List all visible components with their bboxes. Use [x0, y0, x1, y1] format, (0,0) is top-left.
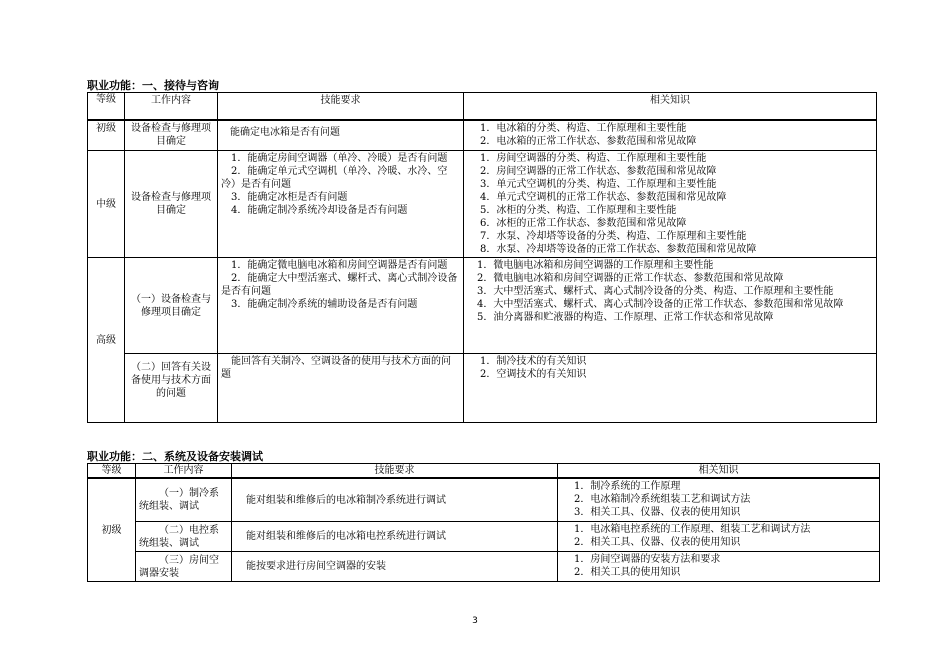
header-skill: 技能要求 [218, 93, 464, 121]
skill-item: 1．能确定房间空调器（单冷、冷暖）是否有问题 [231, 153, 448, 164]
level-cell: 初级 [88, 478, 136, 582]
skill-text: 能确定电冰箱是否有问题 [230, 127, 340, 138]
section2-table [87, 463, 880, 582]
header-level: 等级 [88, 93, 125, 121]
table-row [88, 552, 880, 582]
content-cell: （一）制冷系统组装、调试 [136, 478, 232, 522]
skill-item: 3．能确定制冷系统的辅助设备是否有问题 [231, 299, 418, 310]
skill-item: 2．能确定单元式空调机（单冷、冷暖、水冷、空冷）是否有问题 [221, 166, 448, 190]
knowledge-cell [464, 354, 877, 423]
table-row [88, 522, 880, 552]
knowledge-item: 2．微电脑电冰箱和房间空调器的正常工作状态、参数范围和常见故障 [477, 273, 784, 284]
knowledge-cell [558, 522, 880, 552]
knowledge-item: 1．制冷系统的工作原理 [574, 481, 681, 492]
table-row [88, 120, 877, 151]
table-row [88, 354, 877, 423]
knowledge-cell [464, 151, 877, 258]
header-knowledge: 相关知识 [464, 93, 877, 121]
header-knowledge: 相关知识 [558, 464, 880, 479]
content-cell: 设备检查与修理项目确定 [125, 151, 218, 258]
level-cell: 初级 [88, 120, 125, 151]
knowledge-item: 1．电冰箱电控系统的工作原理、组装工艺和调试方法 [574, 524, 811, 535]
header-level: 等级 [88, 464, 136, 479]
knowledge-cell [464, 258, 877, 354]
content-cell: （一）设备检查与修理项目确定 [125, 258, 218, 354]
knowledge-item: 2．电冰箱制冷系统组装工艺和调试方法 [574, 494, 751, 505]
knowledge-item: 5．冰柜的分类、构造、工作原理和主要性能 [480, 205, 677, 216]
skill-cell [218, 120, 464, 151]
knowledge-item: 2．相关工具、仪器、仪表的使用知识 [574, 537, 741, 548]
knowledge-item: 2．空调技术的有关知识 [480, 369, 587, 380]
content-cell: （二）回答有关设备使用与技术方面的问题 [125, 354, 218, 423]
level-cell: 高级 [88, 258, 125, 423]
knowledge-cell [558, 552, 880, 582]
knowledge-item: 1．微电脑电冰箱和房间空调器的工作原理和主要性能 [477, 260, 714, 271]
skill-text: 能回答有关制冷、空调设备的使用与技术方面的问题 [221, 356, 451, 380]
knowledge-item: 1．电冰箱的分类、构造、工作原理和主要性能 [480, 123, 687, 134]
skill-cell [218, 354, 464, 423]
header-content: 工作内容 [125, 93, 218, 121]
skill-cell [218, 258, 464, 354]
section1-title: 职业功能：一、接待与咨询 [87, 79, 219, 92]
section1-table [87, 92, 877, 423]
skill-cell: 能按要求进行房间空调器的安装 [232, 552, 558, 582]
content-cell: 设备检查与修理项目确定 [125, 120, 218, 151]
knowledge-item: 1．制冷技术的有关知识 [480, 356, 587, 367]
level-cell: 中级 [88, 151, 125, 258]
knowledge-item: 2．相关工具的使用知识 [574, 567, 681, 578]
section2-header-row [88, 464, 880, 479]
knowledge-item: 4．单元式空调机的正常工作状态、参数范围和常见故障 [480, 192, 727, 203]
knowledge-item: 8．水泵、冷却塔等设备的正常工作状态、参数范围和常见故障 [480, 244, 757, 255]
header-content: 工作内容 [136, 464, 232, 479]
knowledge-item: 1．房间空调器的分类、构造、工作原理和主要性能 [480, 153, 707, 164]
knowledge-item: 5．油分离器和贮液器的构造、工作原理、正常工作状态和常见故障 [477, 312, 774, 323]
skill-cell: 能对组装和维修后的电冰箱制冷系统进行调试 [232, 478, 558, 522]
knowledge-item: 2．电冰箱的正常工作状态、参数范围和常见故障 [480, 136, 697, 147]
table-row [88, 478, 880, 522]
knowledge-item: 2．房间空调器的正常工作状态、参数范围和常见故障 [480, 166, 717, 177]
skill-cell [218, 151, 464, 258]
knowledge-item: 3．相关工具、仪器、仪表的使用知识 [574, 507, 741, 518]
knowledge-cell [558, 478, 880, 522]
knowledge-cell [464, 120, 877, 151]
knowledge-item: 1．房间空调器的安装方法和要求 [574, 554, 721, 565]
knowledge-item: 3．大中型活塞式、螺杆式、离心式制冷设备的分类、构造、工作原理和主要性能 [477, 286, 834, 297]
knowledge-item: 6．冰柜的正常工作状态、参数范围和常见故障 [480, 218, 687, 229]
skill-item: 1．能确定微电脑电冰箱和房间空调器是否有问题 [231, 260, 448, 271]
header-skill: 技能要求 [232, 464, 558, 479]
content-cell: （三）房间空调器安装 [136, 552, 232, 582]
section2-title: 职业功能：二、系统及设备安装调试 [87, 450, 263, 463]
content-cell: （二）电控系统组装、调试 [136, 522, 232, 552]
skill-item: 3．能确定冰柜是否有问题 [231, 192, 348, 203]
knowledge-item: 7．水泵、冷却塔等设备的分类、构造、工作原理和主要性能 [480, 231, 747, 242]
table-row [88, 151, 877, 258]
knowledge-item: 3．单元式空调机的分类、构造、工作原理和主要性能 [480, 179, 717, 190]
page-number: 3 [472, 616, 478, 626]
skill-cell: 能对组装和维修后的电冰箱电控系统进行调试 [232, 522, 558, 552]
table-row [88, 258, 877, 354]
skill-item: 2．能确定大中型活塞式、螺杆式、离心式制冷设备是否有问题 [221, 273, 458, 297]
skill-item: 4．能确定制冷系统冷却设备是否有问题 [231, 205, 408, 216]
knowledge-item: 4．大中型活塞式、螺杆式、离心式制冷设备的正常工作状态、参数范围和常见故障 [477, 299, 844, 310]
section1-header-row [88, 93, 877, 121]
